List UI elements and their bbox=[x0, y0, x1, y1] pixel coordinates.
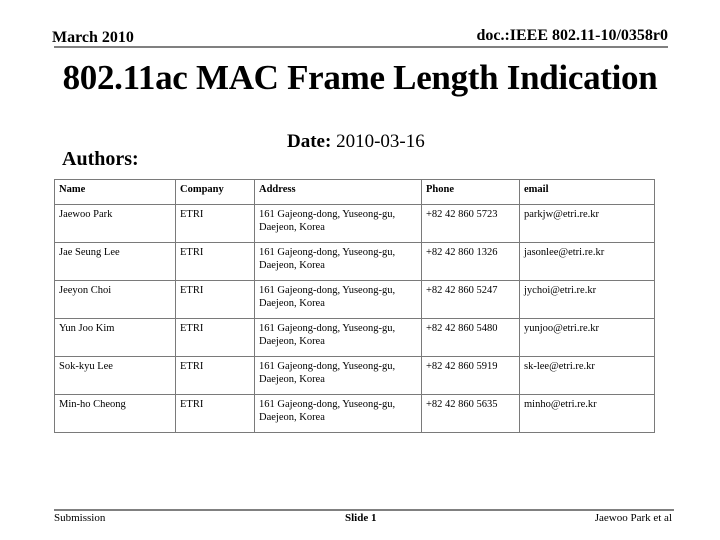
cell-company: ETRI bbox=[176, 281, 255, 319]
cell-company: ETRI bbox=[176, 395, 255, 433]
cell-phone: +82 42 860 5635 bbox=[422, 395, 520, 433]
cell-address: 161 Gajeong-dong, Yuseong-gu, Daejeon, Korea bbox=[255, 357, 422, 395]
header-rule bbox=[54, 46, 668, 48]
footer-rule bbox=[54, 509, 674, 511]
cell-company: ETRI bbox=[176, 205, 255, 243]
cell-address: 161 Gajeong-dong, Yuseong-gu, Daejeon, Korea bbox=[255, 205, 422, 243]
table-row bbox=[55, 281, 655, 319]
cell-address: 161 Gajeong-dong, Yuseong-gu, Daejeon, Korea bbox=[255, 281, 422, 319]
footer-submission: Submission bbox=[54, 512, 106, 524]
slide-title: 802.11ac MAC Frame Length Indication bbox=[62, 58, 658, 97]
cell-company: ETRI bbox=[176, 243, 255, 281]
authors-table bbox=[54, 179, 655, 433]
table-row bbox=[55, 205, 655, 243]
date-line bbox=[287, 131, 425, 153]
column-header-email: email bbox=[520, 180, 655, 205]
cell-address: 161 Gajeong-dong, Yuseong-gu, Daejeon, Korea bbox=[255, 243, 422, 281]
column-header-company: Company bbox=[176, 180, 255, 205]
cell-name: Jeeyon Choi bbox=[55, 281, 176, 319]
cell-company: ETRI bbox=[176, 319, 255, 357]
cell-name: Sok-kyu Lee bbox=[55, 357, 176, 395]
header-date: March 2010 bbox=[52, 29, 134, 46]
column-header-address: Address bbox=[255, 180, 422, 205]
cell-email: sk-lee@etri.re.kr bbox=[520, 357, 655, 395]
table-row bbox=[55, 319, 655, 357]
footer-slide-number: Slide 1 bbox=[345, 512, 377, 524]
cell-email: parkjw@etri.re.kr bbox=[520, 205, 655, 243]
cell-phone: +82 42 860 1326 bbox=[422, 243, 520, 281]
cell-address: 161 Gajeong-dong, Yuseong-gu, Daejeon, Korea bbox=[255, 395, 422, 433]
cell-phone: +82 42 860 5480 bbox=[422, 319, 520, 357]
header-doc-id: doc.:IEEE 802.11-10/0358r0 bbox=[476, 27, 668, 44]
table-row bbox=[55, 243, 655, 281]
cell-phone: +82 42 860 5247 bbox=[422, 281, 520, 319]
table-row bbox=[55, 395, 655, 433]
cell-name: Min-ho Cheong bbox=[55, 395, 176, 433]
table-header-row bbox=[55, 180, 655, 205]
date-label: Date: bbox=[287, 131, 332, 152]
cell-name: Yun Joo Kim bbox=[55, 319, 176, 357]
cell-email: yunjoo@etri.re.kr bbox=[520, 319, 655, 357]
authors-heading: Authors: bbox=[62, 148, 139, 170]
cell-address: 161 Gajeong-dong, Yuseong-gu, Daejeon, Korea bbox=[255, 319, 422, 357]
footer-author: Jaewoo Park et al bbox=[594, 512, 672, 524]
table-row bbox=[55, 357, 655, 395]
cell-name: Jae Seung Lee bbox=[55, 243, 176, 281]
cell-name: Jaewoo Park bbox=[55, 205, 176, 243]
cell-phone: +82 42 860 5723 bbox=[422, 205, 520, 243]
cell-email: jychoi@etri.re.kr bbox=[520, 281, 655, 319]
cell-email: jasonlee@etri.re.kr bbox=[520, 243, 655, 281]
cell-company: ETRI bbox=[176, 357, 255, 395]
column-header-name: Name bbox=[55, 180, 176, 205]
column-header-phone: Phone bbox=[422, 180, 520, 205]
cell-email: minho@etri.re.kr bbox=[520, 395, 655, 433]
cell-phone: +82 42 860 5919 bbox=[422, 357, 520, 395]
date-value: 2010-03-16 bbox=[336, 131, 425, 152]
